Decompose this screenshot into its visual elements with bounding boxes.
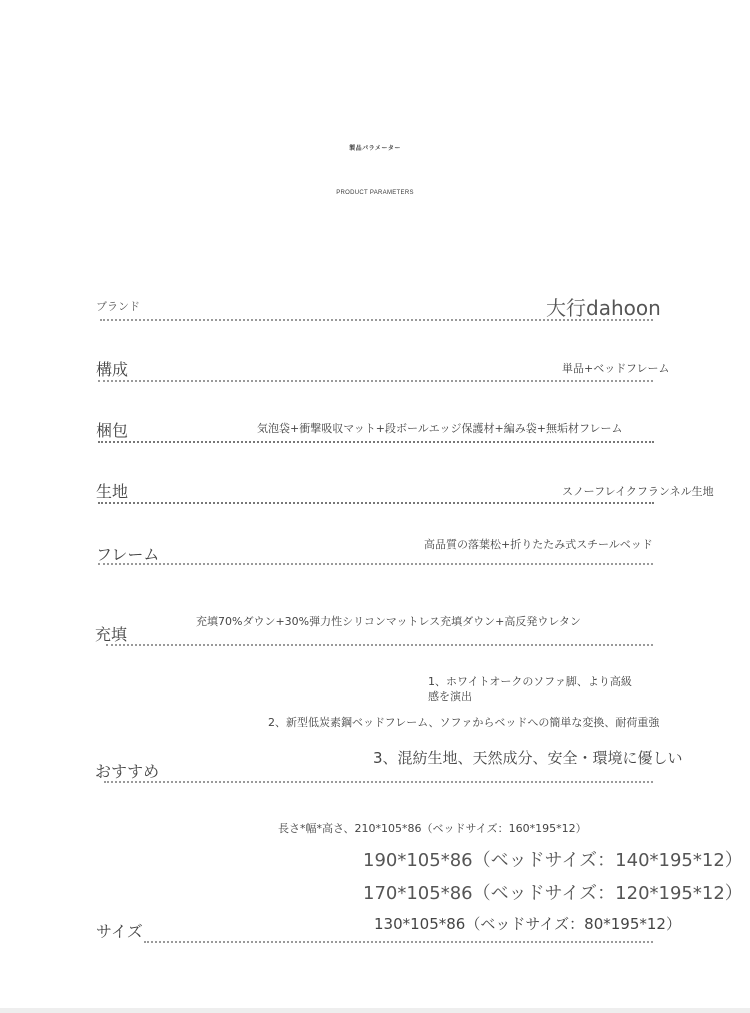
fabric-divider [98, 502, 654, 504]
packaging-value: 気泡袋+衝撃吸収マット+段ボールエッジ保護材+編み袋+無垢材フレーム [257, 422, 623, 435]
fabric-label: 生地 [96, 482, 129, 501]
packaging-divider [98, 441, 654, 443]
size-line-1: 長さ*幅*高さ、210*105*86（ベッドサイズ：160*195*12） [278, 822, 587, 835]
recommend-point-1b: 感を演出 [428, 690, 472, 703]
composition-divider [98, 380, 653, 382]
page-title-en: PRODUCT PARAMETERS [336, 190, 414, 196]
frame-divider [98, 563, 653, 565]
size-line-4: 130*105*86（ベッドサイズ：80*195*12） [374, 915, 681, 933]
frame-label: フレーム [96, 545, 160, 564]
recommend-point-2: 2、新型低炭素鋼ベッドフレーム、ソファからベッドへの簡単な変換、耐荷重強 [268, 716, 660, 729]
fabric-value: スノーフレイクフランネル生地 [562, 485, 714, 498]
recommend-divider [104, 781, 653, 783]
size-line-2: 190*105*86（ベッドサイズ：140*195*12） [363, 850, 743, 871]
filling-value: 充填70%ダウン+30%弾力性シリコンマットレス充填ダウン+高反発ウレタン [196, 615, 581, 628]
brand-value: 大行dahoon [546, 296, 661, 320]
footer-bar [0, 1008, 750, 1013]
recommend-point-3: 3、混紡生地、天然成分、安全・環境に優しい [373, 749, 683, 767]
recommend-point-1a: 1、ホワイトオークのソファ脚、より高級 [428, 675, 632, 688]
composition-label: 構成 [96, 360, 129, 379]
recommend-label: おすすめ [95, 762, 160, 781]
size-label: サイズ [96, 922, 143, 941]
composition-value: 単品+ベッドフレーム [562, 362, 670, 375]
packaging-label: 梱包 [96, 421, 129, 440]
size-line-3: 170*105*86（ベッドサイズ：120*195*12） [363, 883, 743, 904]
brand-divider [100, 319, 653, 321]
frame-value: 高品質の落葉松+折りたたみ式スチールベッド [424, 538, 653, 551]
page-title-jp: 製品パラメーター [349, 145, 401, 152]
filling-divider [106, 644, 653, 646]
size-divider [144, 941, 653, 943]
filling-label: 充填 [95, 625, 128, 644]
brand-label: ブランド [96, 300, 140, 313]
